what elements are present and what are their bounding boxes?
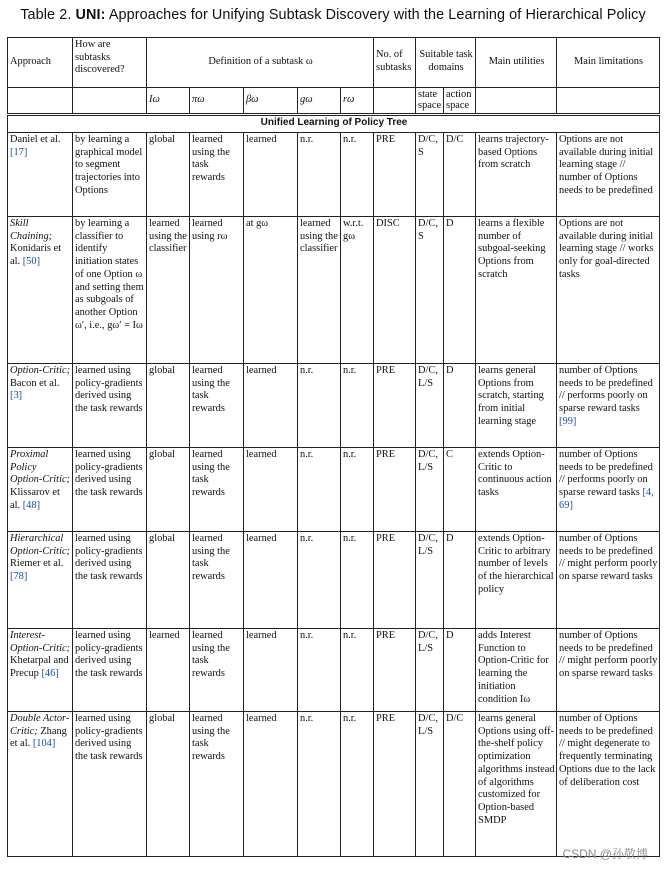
cell-state-space [416,448,444,532]
cell-reward-text: w.r.t. gω [343,218,364,242]
cell-initiation [147,217,190,364]
cell-num-subtasks-text: PRE [376,630,396,641]
cell-state-space-text: D/C, S [418,134,438,158]
citation-link[interactable]: [17] [10,146,28,158]
header-row [8,38,660,88]
citation-link[interactable]: [104] [32,738,56,750]
cell-state-space [416,364,444,448]
cell-limitations [557,448,660,532]
approach-authors: Riemer et al. [10,558,64,570]
cell-action-space [444,712,476,857]
approach-name: Interest-Option-Critic; [10,630,71,654]
cell-policy-text: learned using the task rewards [192,533,230,583]
header-how-discovered: How are subtasks discovered? [73,38,147,88]
table-caption [0,6,666,24]
cell-policy [190,217,244,364]
cell-initiation [147,364,190,448]
approach-name: Hierarchical Option-Critic; [10,533,71,557]
cell-num-subtasks [374,629,416,712]
cell-action-space [444,364,476,448]
cell-reward [341,629,374,712]
cell-utilities [476,364,557,448]
cell-num-subtasks [374,133,416,217]
cell-termination-text: learned [246,365,277,376]
cell-how-discovered-text: learned using policy-gradients derived using the task rewards [75,713,143,763]
cell-limitations-text: number of Options needs to be predefined // might perform poorly on sparse reward tasks [559,630,658,680]
cell-policy-text: learned using the task rewards [192,365,230,415]
cell-termination-text: learned [246,630,277,641]
cell-termination-text: learned [246,713,277,724]
cell-policy [190,364,244,448]
cell-approach [8,532,73,629]
cell-goal [298,629,341,712]
cell-approach [8,133,73,217]
table-row [8,448,660,532]
cell-num-subtasks [374,448,416,532]
cell-how-discovered-text: by learning a classifier to identify initiation states of one Option ω and setting them as subgoals of another Option ω′, i.e., gω′ = Iω [75,218,144,331]
table-row [8,217,660,364]
cell-utilities [476,712,557,857]
subheader-action-space: action space [444,88,476,115]
section-title: Unified Learning of Policy Tree [8,115,660,133]
caption-bold-word: UNI: [75,7,106,23]
cell-utilities-text: learns general Options using off-the-shelf policy optimization algorithms instead of algorithms customized for Option-based SMDP [478,713,555,826]
cell-action-space-text: D/C [446,134,464,145]
cell-num-subtasks-text: PRE [376,365,396,376]
cell-approach [8,629,73,712]
header-approach: Approach [8,38,73,88]
cell-goal-text: n.r. [300,449,314,460]
cell-utilities [476,133,557,217]
header-main-utilities: Main utilities [476,38,557,88]
cell-termination [244,629,298,712]
cell-limitations [557,364,660,448]
subheader-empty [73,88,147,115]
cell-initiation [147,133,190,217]
cell-num-subtasks-text: PRE [376,713,396,724]
subheader-policy: πω [190,88,244,115]
subheader-empty [8,88,73,115]
cell-utilities [476,532,557,629]
cell-termination [244,364,298,448]
header-no-of-subtasks: No. of subtasks [374,38,416,88]
citation-link[interactable]: [46] [41,668,59,680]
cell-utilities [476,217,557,364]
approach-authors: Konidaris et al. [10,243,62,268]
cell-action-space [444,629,476,712]
cell-num-subtasks [374,712,416,857]
cell-how-discovered-text: learned using policy-gradients derived using the task rewards [75,449,143,499]
cell-initiation-text: global [149,449,175,460]
cell-limitations-text: number of Options needs to be predefined // might perform poorly on sparse reward tasks [559,533,658,583]
cell-state-space [416,217,444,364]
header-suitable-domains: Suitable task domains [416,38,476,88]
cell-policy-text: learned using the task rewards [192,134,230,184]
cell-action-space [444,217,476,364]
cell-goal-text: n.r. [300,713,314,724]
cell-limitations-text: Options are not available during initial learning stage // works only for goal-directed tasks [559,218,654,280]
cell-termination [244,448,298,532]
cell-termination-text: at gω [246,218,269,229]
cell-num-subtasks-text: PRE [376,134,396,145]
cell-state-space [416,629,444,712]
cell-action-space-text: D [446,533,454,544]
cell-action-space-text: C [446,449,453,460]
subheader-empty [557,88,660,115]
cell-initiation-text: global [149,134,175,145]
cell-utilities-text: extends Option-Critic to continuous action tasks [478,449,552,499]
cell-utilities [476,448,557,532]
citation-link[interactable]: [50] [22,256,41,268]
cell-num-subtasks [374,532,416,629]
caption-text: Approaches for Unifying Subtask Discovery with the Learning of Hierarchical Policy [108,7,646,23]
cell-initiation-text: learned [149,630,180,641]
cell-goal [298,712,341,857]
cell-goal [298,217,341,364]
cell-limitations [557,712,660,857]
cell-state-space-text: D/C, S [418,218,438,242]
approach-authors: Daniel et al. [10,134,61,145]
cell-action-space-text: D [446,218,454,229]
cell-limitations [557,532,660,629]
cell-action-space [444,532,476,629]
cell-state-space [416,133,444,217]
cell-limitations-text: Options are not available during initial learning stage // number of Options needs to be predefined [559,134,654,196]
cell-termination-text: learned [246,533,277,544]
subheader-goal: gω [298,88,341,115]
cell-termination [244,712,298,857]
cell-termination-text: learned [246,134,277,145]
cell-num-subtasks-text: PRE [376,533,396,544]
cell-utilities-text: extends Option-Critic to arbitrary number of levels of the hierarchical policy [478,533,554,595]
cell-limitations [557,133,660,217]
header-definition: Definition of a subtask ω [147,38,374,88]
approaches-table [7,37,660,857]
cell-termination [244,532,298,629]
cell-policy [190,712,244,857]
subheader-empty [476,88,557,115]
cell-policy [190,532,244,629]
cell-reward-text: n.r. [343,713,357,724]
cell-goal-text: n.r. [300,533,314,544]
subheader-termination: βω [244,88,298,115]
cell-reward-text: n.r. [343,365,357,376]
cell-how-discovered-text: learned using policy-gradients derived using the task rewards [75,533,143,583]
cell-reward [341,133,374,217]
cell-limitations [557,217,660,364]
subheader-state-space: state space [416,88,444,115]
cell-termination [244,217,298,364]
cell-policy [190,448,244,532]
cell-goal-text: n.r. [300,630,314,641]
cell-state-space [416,712,444,857]
cell-reward [341,217,374,364]
cell-reward-text: n.r. [343,134,357,145]
cell-how-discovered [73,448,147,532]
cell-how-discovered [73,532,147,629]
cell-how-discovered-text: by learning a graphical model to segment trajectories into Options [75,134,143,196]
cell-approach [8,448,73,532]
cell-reward [341,364,374,448]
cell-num-subtasks [374,364,416,448]
cell-how-discovered [73,364,147,448]
cell-state-space-text: D/C, L/S [418,533,438,557]
cell-goal [298,532,341,629]
cell-policy-text: learned using the task rewards [192,630,230,680]
citation-link[interactable]: [78] [10,571,28,583]
cell-goal [298,448,341,532]
cell-approach [8,364,73,448]
cell-utilities-text: learns a flexible number of subgoal-seeking Options from scratch [478,218,546,280]
cell-state-space-text: D/C, L/S [418,449,438,473]
table-row [8,133,660,217]
approach-name: Option-Critic; [10,365,71,376]
cell-termination-text: learned [246,449,277,460]
cell-how-discovered [73,629,147,712]
cell-reward-text: n.r. [343,533,357,544]
cell-num-subtasks-text: PRE [376,449,396,460]
approach-name: Skill Chaining; [10,218,53,242]
cell-reward [341,532,374,629]
cell-how-discovered-text: learned using policy-gradients derived using the task rewards [75,630,143,680]
approach-authors: Klissarov et al. [10,487,60,511]
cell-limitations-text: number of Options needs to be predefined // performs poorly on sparse reward tasks [559,449,653,499]
approach-name: Double Actor-Critic; [10,713,70,737]
cell-policy [190,629,244,712]
cell-action-space-text: D [446,365,454,376]
approach-name: Proximal Policy Option-Critic; [10,449,71,486]
cell-limitations [557,629,660,712]
cell-action-space-text: D/C [446,713,464,724]
cell-goal [298,133,341,217]
cell-initiation [147,629,190,712]
cell-reward [341,448,374,532]
watermark: CSDN @孙敬博 [562,847,648,861]
cell-initiation [147,448,190,532]
table-row [8,629,660,712]
cell-initiation-text: global [149,713,175,724]
cell-goal [298,364,341,448]
cell-how-discovered [73,217,147,364]
cell-initiation [147,532,190,629]
cell-utilities-text: adds Interest Function to Option-Critic for learning the initiation condition Iω [478,630,549,705]
cell-policy-text: learned using the task rewards [192,713,230,763]
cell-how-discovered [73,133,147,217]
subheader-reward: rω [341,88,374,115]
cell-initiation [147,712,190,857]
cell-initiation-text: learned using the classifier [149,218,187,255]
cell-policy-text: learned using the task rewards [192,449,230,499]
citation-link[interactable]: [4, 69] [559,487,654,511]
cell-termination [244,133,298,217]
approach-authors: Bacon et al. [10,377,60,389]
cell-goal-text: learned using the classifier [300,218,338,255]
cell-state-space-text: D/C, L/S [418,365,438,389]
cell-state-space [416,532,444,629]
subheader-empty [374,88,416,115]
cell-action-space [444,448,476,532]
citation-link[interactable]: [99] [559,415,577,427]
table-row [8,712,660,857]
cell-num-subtasks-text: DISC [376,218,400,229]
cell-utilities-text: learns general Options from scratch, starting from initial learning stage [478,365,544,427]
cell-utilities-text: learns trajectory-based Options from scratch [478,134,549,171]
cell-reward-text: n.r. [343,630,357,641]
cell-goal-text: n.r. [300,134,314,145]
cell-how-discovered [73,712,147,857]
cell-num-subtasks [374,217,416,364]
cell-goal-text: n.r. [300,365,314,376]
citation-link[interactable]: [3] [10,390,23,402]
cell-how-discovered-text: learned using policy-gradients derived using the task rewards [75,365,143,415]
cell-state-space-text: D/C, L/S [418,630,438,654]
cell-approach [8,712,73,857]
cell-initiation-text: global [149,365,175,376]
subheader-initiation: Iω [147,88,190,115]
cell-limitations-text: number of Options needs to be predefined // performs poorly on sparse reward tasks [559,365,653,415]
cell-policy [190,133,244,217]
cell-state-space-text: D/C, L/S [418,713,438,737]
cell-reward-text: n.r. [343,449,357,460]
table-row [8,532,660,629]
cell-action-space [444,133,476,217]
header-main-limitations: Main limitations [557,38,660,88]
citation-link[interactable]: [48] [22,499,41,511]
cell-action-space-text: D [446,630,454,641]
cell-approach [8,217,73,364]
cell-limitations-text: number of Options needs to be predefined // might degenerate to frequently terminating Options due to the lack of deliberation cost [559,713,656,788]
section-row [8,115,660,133]
cell-initiation-text: global [149,533,175,544]
caption-label: Table 2. [20,7,72,23]
approach-authors: Zhang et al. [10,725,67,750]
cell-utilities [476,629,557,712]
table-row [8,364,660,448]
approach-authors: Khetarpal and Precup [10,655,69,680]
subheader-row [8,88,660,115]
cell-policy-text: learned using rω [192,218,228,242]
cell-reward [341,712,374,857]
